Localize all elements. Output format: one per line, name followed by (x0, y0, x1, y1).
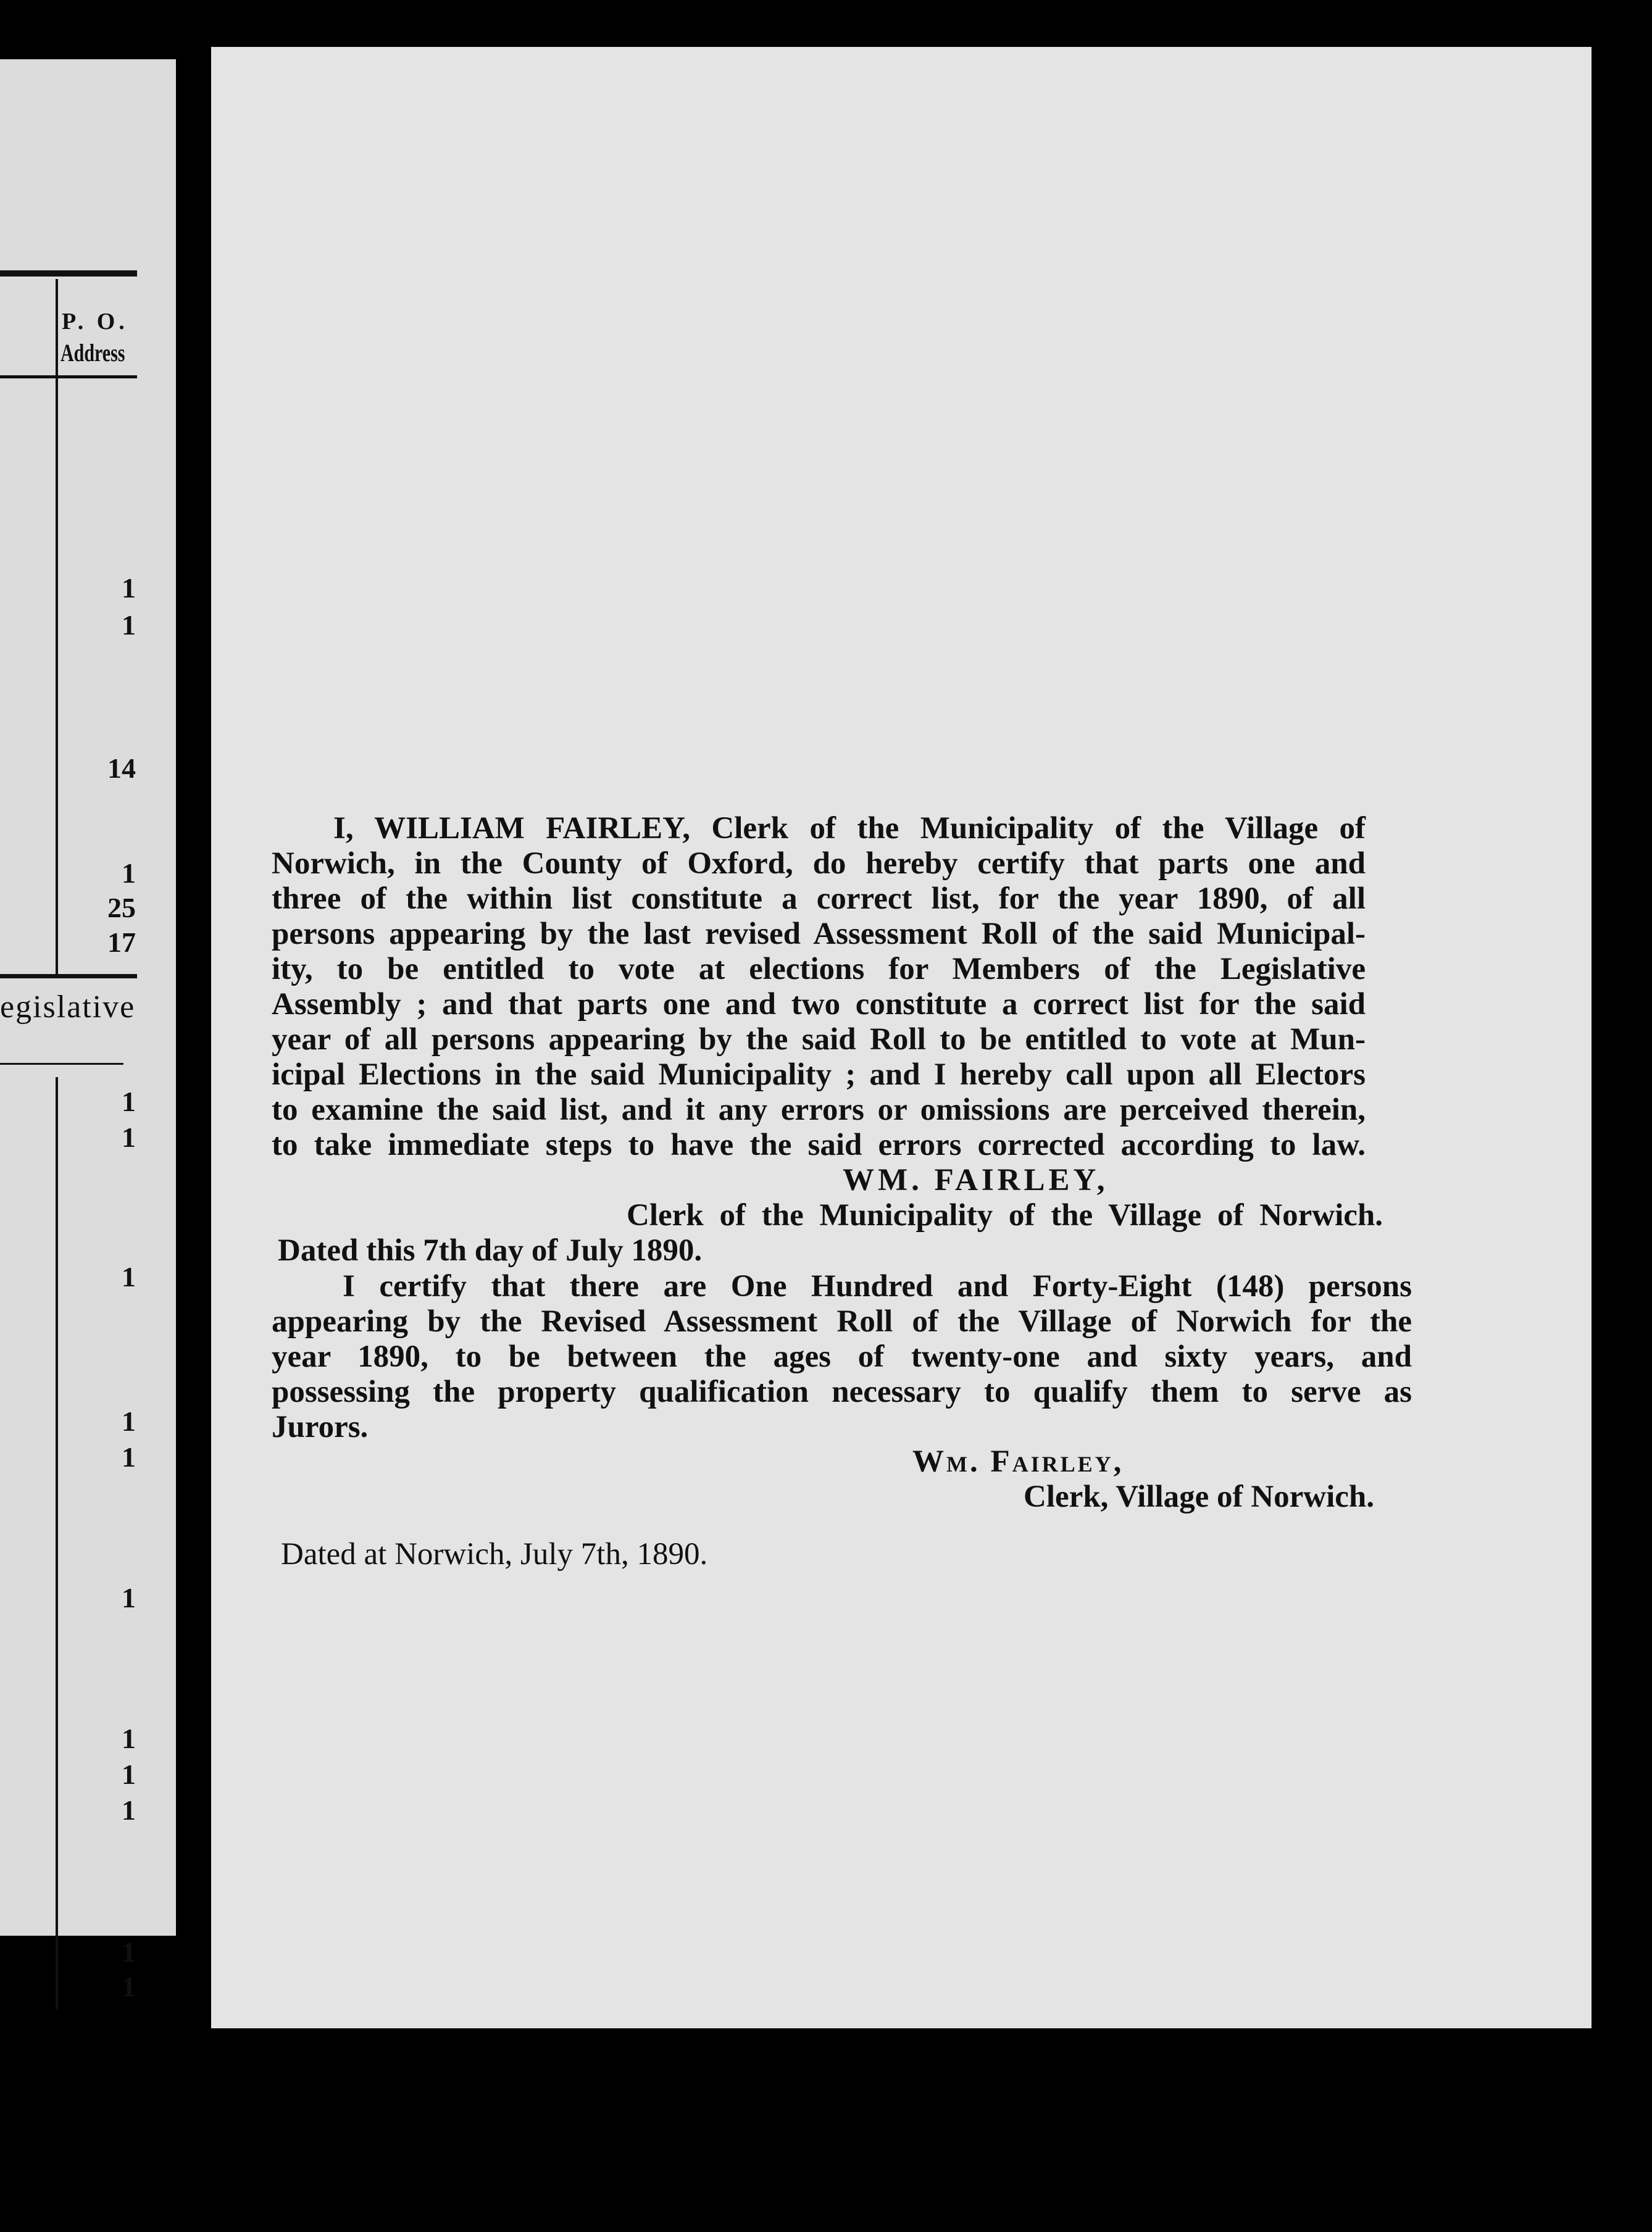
address-count: 14 (107, 752, 136, 784)
certificate-line: Norwich, in the County of Oxford, do hereby certify that parts one and (272, 846, 1366, 881)
table-top-rule (0, 270, 137, 277)
certificate-signature-title: Clerk of the Municipality of the Village of Norwich. (627, 1198, 1383, 1233)
certificate-line: I, WILLIAM FAIRLEY, Clerk of the Municipality of the Village of (333, 811, 1366, 846)
jurors-signature: Wm. Fairley, (912, 1444, 1124, 1479)
section-rule (0, 1063, 123, 1065)
certificate-line: to examine the said list, and it any errors or omissions are perceived therein, (272, 1093, 1366, 1127)
section-label: egislative (0, 989, 136, 1025)
address-count: 1 (122, 1794, 136, 1826)
address-count: 1 (122, 1405, 136, 1437)
address-count: 1 (122, 572, 136, 604)
address-count: 1 (122, 1441, 136, 1473)
certificate-line: Assembly ; and that parts one and two constitute a correct list for the said (272, 987, 1366, 1022)
address-header: Address (60, 339, 125, 367)
address-count: 1 (122, 857, 136, 889)
certificate-signature: WM. FAIRLEY, (843, 1163, 1109, 1197)
address-column-rule (56, 279, 58, 978)
jurors-line: year 1890, to be between the ages of twenty-one and sixty years, and (272, 1339, 1412, 1374)
jurors-line: Jurors. (272, 1410, 369, 1444)
address-column-rule-2 (56, 1077, 58, 2009)
address-count: 1 (122, 1759, 136, 1790)
address-count: 17 (107, 927, 136, 958)
jurors-signature-title: Clerk, Village of Norwich. (1024, 1480, 1374, 1514)
address-count: 1 (122, 1723, 136, 1754)
certificate-line: to take immediate steps to have the said errors corrected according to law. (272, 1128, 1366, 1162)
address-count: 1 (122, 1971, 136, 2002)
address-count: 1 (122, 1582, 136, 1614)
address-count: 25 (107, 892, 136, 923)
jurors-line: I certify that there are One Hundred and Forty-Eight (148) persons (343, 1269, 1412, 1304)
certificate-date: Dated this 7th day of July 1890. (278, 1233, 703, 1268)
address-count: 1 (122, 1936, 136, 1968)
table-header-rule (0, 375, 137, 378)
certificate-line: icipal Elections in the said Municipality ; and I hereby call upon all Electors (272, 1057, 1366, 1092)
certificate-line: persons appearing by the last revised Assessment Roll of the said Municipal- (272, 917, 1366, 951)
table-bottom-rule (0, 974, 137, 978)
address-count: 1 (122, 1086, 136, 1117)
certificate-line: year of all persons appearing by the said Roll to be entitled to vote at Mun- (272, 1022, 1366, 1057)
jurors-date: Dated at Norwich, July 7th, 1890. (281, 1537, 708, 1572)
certificate-line: ity, to be entitled to vote at elections for Members of the Legislative (272, 952, 1366, 986)
certificate-line: three of the within list constitute a correct list, for the year 1890, of all (272, 881, 1366, 916)
jurors-line: appearing by the Revised Assessment Roll of the Village of Norwich for the (272, 1304, 1412, 1339)
address-count: 1 (122, 1122, 136, 1153)
address-count: 1 (122, 609, 136, 641)
address-count: 1 (122, 1261, 136, 1293)
jurors-line: possessing the property qualification necessary to qualify them to serve as (272, 1375, 1412, 1409)
po-header: P. O. (62, 309, 128, 335)
